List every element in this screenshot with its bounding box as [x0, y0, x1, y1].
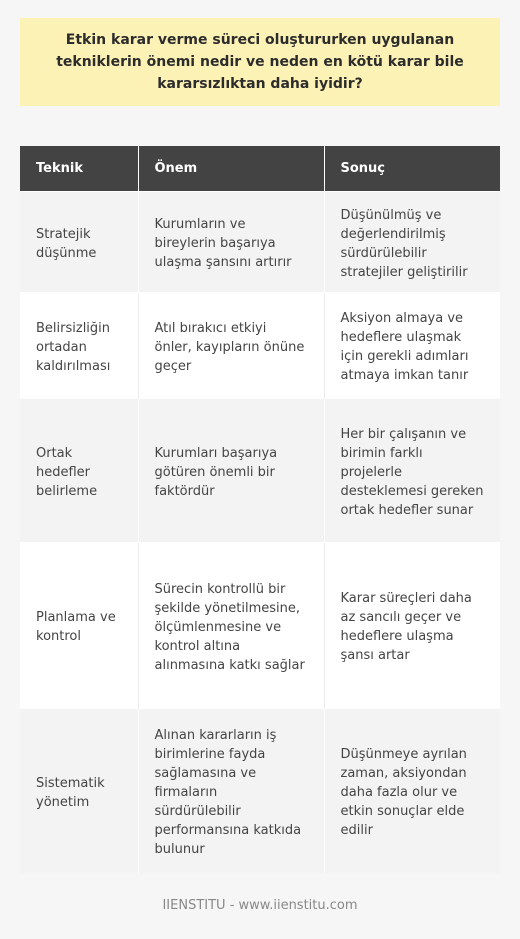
cell-teknik: Ortak hedefler belirleme: [20, 398, 138, 542]
header-teknik: Teknik: [20, 146, 138, 191]
cell-teknik: Stratejik düşünme: [20, 191, 138, 292]
cell-onem: Alınan kararların iş birimlerine fayda sağlamasına ve firmaların sürdürülebilir performansına katkıda bulunur: [138, 708, 324, 873]
cell-onem: Kurumların ve bireylerin başarıya ulaşma şansını artırır: [138, 191, 324, 292]
cell-onem: Kurumları başarıya götüren önemli bir faktördür: [138, 398, 324, 542]
cell-sonuc: Aksiyon almaya ve hedeflere ulaşmak için gerekli adımları atmaya imkan tanır: [324, 292, 500, 398]
header-onem: Önem: [138, 146, 324, 191]
footer-credit: IIENSTITU - www.iienstitu.com: [162, 898, 358, 913]
cell-sonuc: Karar süreçleri daha az sancılı geçer ve hedeflere ulaşma şansı artar: [324, 542, 500, 708]
cell-sonuc: Düşünülmüş ve değerlendirilmiş sürdürülebilir stratejiler geliştirilir: [324, 191, 500, 292]
cell-sonuc: Düşünmeye ayrılan zaman, aksiyondan daha fazla olur ve etkin sonuçlar elde edilir: [324, 708, 500, 873]
title-banner: [20, 18, 500, 106]
header-sonuc: Sonuç: [324, 146, 500, 191]
cell-onem: Atıl bırakıcı etkiyi önler, kayıpların önüne geçer: [138, 292, 324, 398]
table-row: [20, 191, 500, 292]
table-row: [20, 292, 500, 398]
table-row: [20, 398, 500, 542]
table-row: [20, 542, 500, 708]
cell-teknik: Belirsizliğin ortadan kaldırılması: [20, 292, 138, 398]
page-title: Etkin karar verme süreci oluştururken uygulanan tekniklerin önemi nedir ve neden en kötü karar bile kararsızlıktan daha iyidir?: [56, 32, 464, 92]
cell-onem: Sürecin kontrollü bir şekilde yönetilmesine, ölçümlenmesine ve kontrol altına alınmasına katkı sağlar: [138, 542, 324, 708]
cell-sonuc: Her bir çalışanın ve birimin farklı projelerle desteklemesi gereken ortak hedefler sunar: [324, 398, 500, 542]
table-header-row: [20, 146, 500, 191]
table-row: [20, 708, 500, 873]
cell-teknik: Planlama ve kontrol: [20, 542, 138, 708]
cell-teknik: Sistematik yönetim: [20, 708, 138, 873]
techniques-table: [20, 146, 500, 873]
